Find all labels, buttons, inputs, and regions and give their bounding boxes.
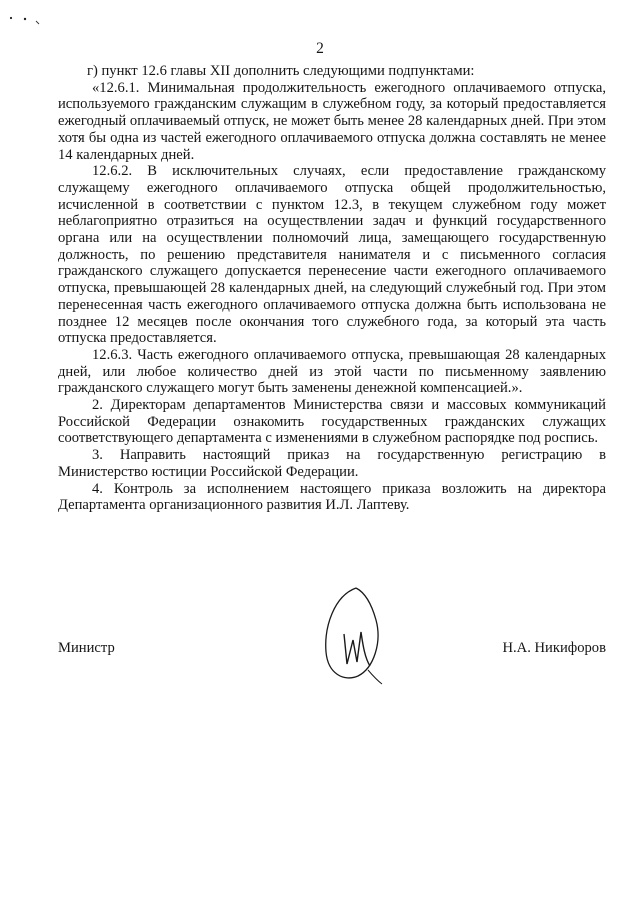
paragraph-item-4: 4. Контроль за исполнением настоящего приказа возложить на директора Департамента организационного развития И.Л. Лаптеву. [58,480,606,514]
handwritten-signature [316,582,396,687]
paragraph-amendment-intro: г) пункт 12.6 главы XII дополнить следующими подпунктами: [87,63,475,79]
paragraph-12-6-1: «12.6.1. Минимальная продолжительность ежегодного оплачиваемого отпуска, используемого гражданским служащим в служебном году, за который предоставляется ежегодный оплачиваемый отпуск, не может быть менее 28 календарных дней. При этом хотя бы одна из частей ежегодного оплачиваемого отпуска должна составлять не менее 14 календарных дней. [58,79,606,163]
paragraph-12-6-2: 12.6.2. В исключительных случаях, если предоставление гражданскому служащему ежегодного оплачиваемого отпуска общей продолжительностью, исчисленной в соответствии с пунктом 12.3, в текущем служебном году может неблагоприятно отразиться на осуществлении задач и функций государственного органа или на осуществлении полномочий лица, замещающего государственную должность, по решению представителя нанимателя и с письменного согласия гражданского служащего допускается перенесение части ежегодного оплачиваемого отпуска, превышающей 28 календарных дней, на следующий служебный год. При этом перенесенная часть ежегодного оплачиваемого отпуска должна быть использована не позднее 12 месяцев после окончания того служебного года, за который эта часть отпуска предоставляется. [58,163,606,347]
paragraph-item-2: 2. Директорам департаментов Министерства связи и массовых коммуникаций Российской Федерации ознакомить государственных гражданских служащих соответствующего департамента с изменениями в служебном распорядке под роспись. [58,397,606,447]
signature-block [58,580,606,690]
paragraph-12-6-3: 12.6.3. Часть ежегодного оплачиваемого отпуска, превышающая 28 календарных дней, или любое количество дней из этой части по письменному заявлению гражданского служащего могут быть заменены денежной компенсацией.». [58,346,606,397]
paragraph-item-3: 3. Направить настоящий приказ на государственную регистрацию в Министерство юстиции Российской Федерации. [58,447,606,480]
signer-name: Н.А. Никифоров [502,640,606,656]
signer-title: Министр [58,640,115,656]
page-number: 2 [316,40,324,57]
scan-speck-marks [8,14,48,28]
document-body [58,63,606,514]
